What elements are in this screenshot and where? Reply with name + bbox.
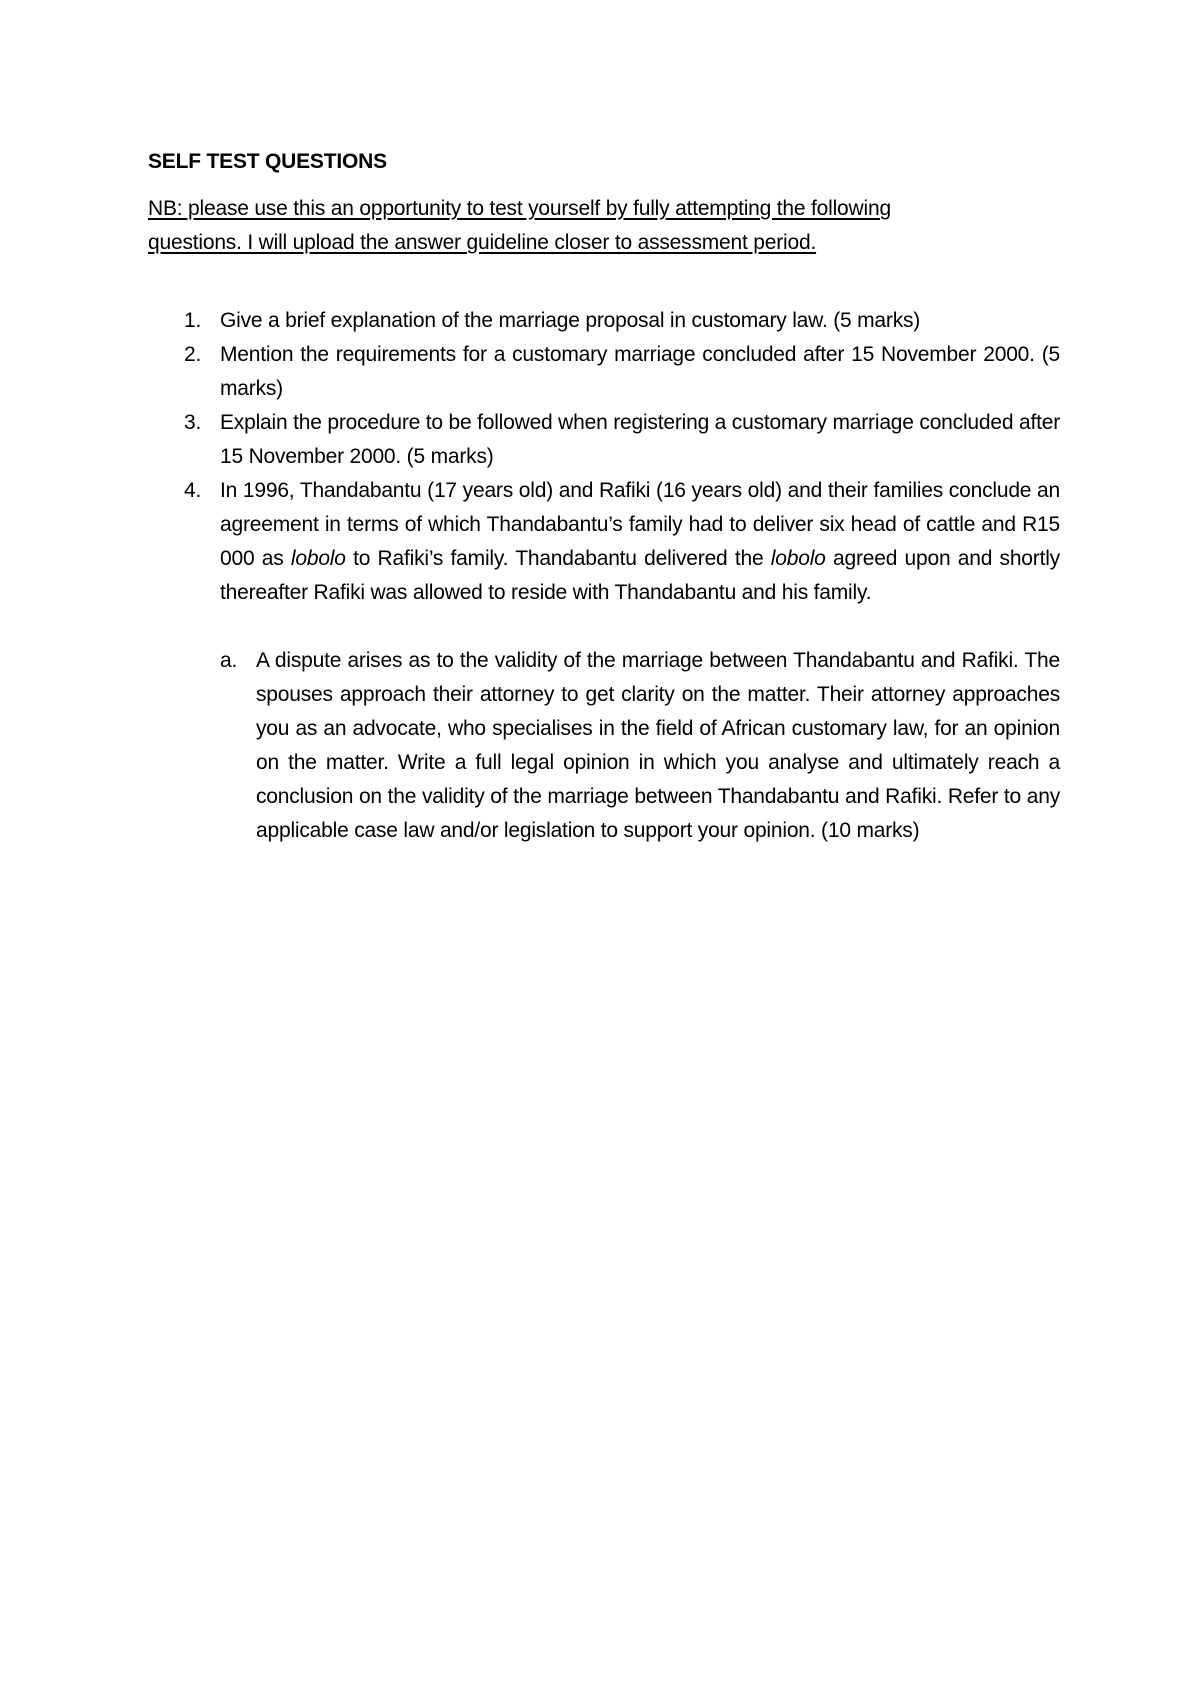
sub-question-text: A dispute arises as to the validity of the marriage between Thandabantu and Rafiki. The spouses approach their attorney to get clarity on the matter. Their attorney approaches you as an advocate, who specialises in the field of African customary law, for an opinion on the matter. Write a full legal opinion in which you analyse and ultimately reach a conclusion on the validity of the marriage between Thandabantu and Rafiki. Refer to any applicable case law and/or legislation to support your opinion. (10 marks) [256,649,1060,842]
italic-term: lobolo [290,547,346,570]
question-text [220,474,1060,610]
sub-question-label: a. [220,649,238,672]
question-text: Explain the procedure to be followed when registering a customary marriage concluded after 15 November 2000. (5 marks) [220,411,1060,468]
question-number: 4. [184,479,202,502]
document-title: SELF TEST QUESTIONS [148,150,387,173]
question-text: Give a brief explanation of the marriage proposal in customary law. (5 marks) [220,309,921,332]
sub-question-item-a [220,644,1060,848]
question-text-part: to Rafiki’s family. Thandabantu delivered the [345,547,771,570]
sub-question-list [220,644,1060,848]
instruction-note: NB: please use this an opportunity to test yourself by fully attempting the following questions. I will upload the answer guideline closer to assessment period. [148,197,891,254]
question-text-part: In 1996, Thandabantu (17 years old) and Rafiki (16 years old) and their families conclude an agreement in terms of which Thandabantu’s family had to deliver six head of cattle and R15 000 as [220,479,1060,570]
question-item-4 [148,474,1060,848]
question-item-3 [148,406,1060,474]
question-number: 3. [184,411,202,434]
question-item-1 [148,304,1060,338]
question-number: 2. [184,343,202,366]
document-content [148,148,1060,848]
question-item-2 [148,338,1060,406]
question-text: Mention the requirements for a customary marriage concluded after 15 November 2000. (5 marks) [220,343,1060,400]
question-number: 1. [184,309,202,332]
italic-term: lobolo [770,547,826,570]
question-list [148,304,1060,848]
question-text-part: agreed upon and shortly thereafter Rafiki was allowed to reside with Thandabantu and his family. [220,547,1060,604]
